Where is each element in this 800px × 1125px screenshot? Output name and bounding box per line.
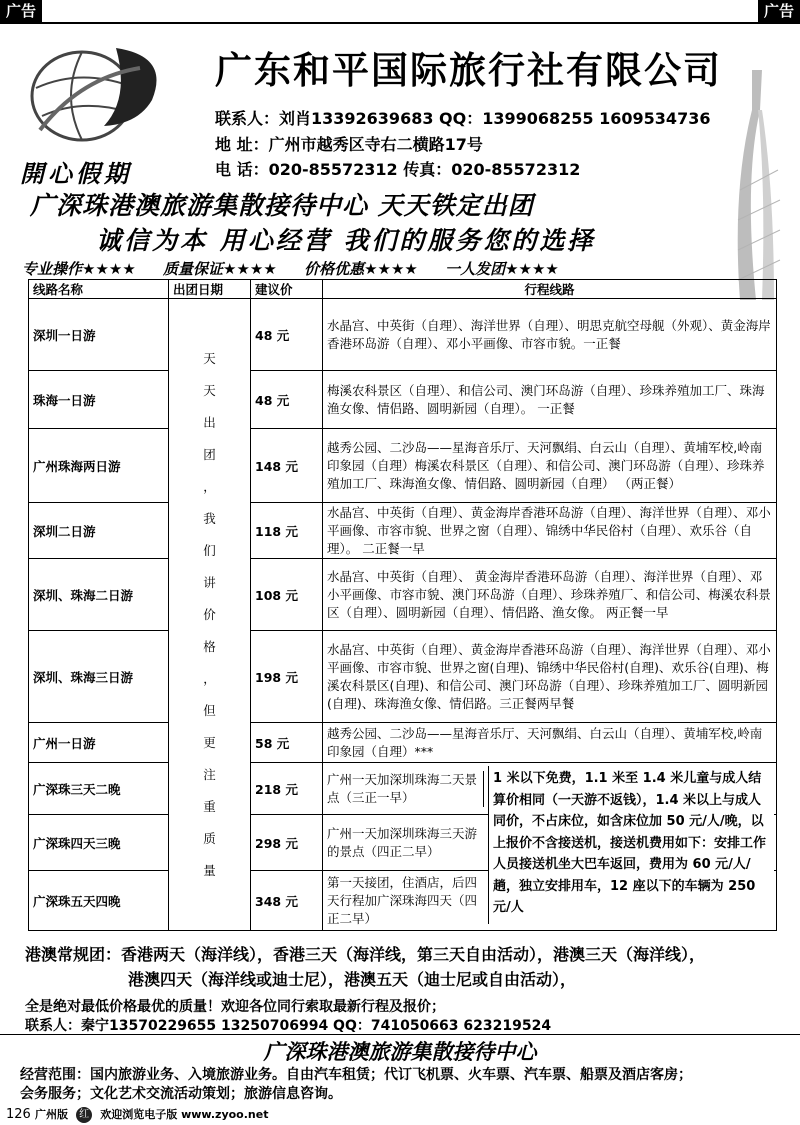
badge-quality: 质量保证★★★★ bbox=[163, 260, 277, 278]
route-name: 广州珠海两日游 bbox=[29, 429, 169, 503]
route-itinerary: 水晶宫、中英街（自理）、海洋世界（自理）、明思克航空母舰（外观）、黄金海岸香港环岛游（自理）、邓小平画像、市容市貌。一正餐 bbox=[323, 299, 777, 371]
table-row bbox=[29, 371, 777, 429]
route-itinerary: 梅溪农科景区（自理）、和信公司、澳门环岛游（自理）、珍珠养殖加工厂、珠海渔女像、情侣路、圆明新园（自理）。 一正餐 bbox=[323, 371, 777, 429]
contact-line: 联系人：刘肖13392639683 QQ：1399068255 1609534736 bbox=[215, 109, 711, 128]
daily-char: ， bbox=[203, 478, 216, 494]
table-row bbox=[29, 631, 777, 723]
route-price: 48 元 bbox=[251, 371, 323, 429]
badge-solo: 一人发团★★★★ bbox=[445, 260, 559, 278]
header-itinerary: 行程线路 bbox=[323, 280, 777, 299]
route-price: 118 元 bbox=[251, 503, 323, 559]
hk-macau-line-2: 港澳四天（海洋线或迪士尼），港澳五天（迪士尼或自由活动）， bbox=[128, 970, 577, 989]
publication-mark-icon: 红 bbox=[76, 1107, 92, 1123]
header-route-name: 线路名称 bbox=[29, 280, 169, 299]
company-name: 广东和平国际旅行社有限公司 bbox=[215, 49, 722, 92]
route-name: 广深珠五天四晚 bbox=[29, 871, 169, 931]
route-price: 218 元 bbox=[251, 763, 323, 815]
route-name: 深圳二日游 bbox=[29, 503, 169, 559]
daily-departure bbox=[169, 299, 251, 931]
table-row bbox=[29, 503, 777, 559]
route-itinerary: 水晶宫、中英街（自理）、黄金海岸香港环岛游（自理）、海洋世界（自理）、邓小平画像、市容市貌、世界之窗(自理)、锦绣中华民俗村(自理)、欢乐谷(自理)、梅溪农科景区(自理)、和信公司、澳门环岛游（自理）、珍珠养殖加工厂、圆明新园(自理)、珠海渔女像、情侣路。三正餐两早餐 bbox=[323, 631, 777, 723]
center-title: 广深珠港澳旅游集散接待中心 bbox=[263, 1040, 537, 1064]
header-departure: 出团日期 bbox=[169, 280, 251, 299]
table-row bbox=[29, 723, 777, 763]
route-name: 广州一日游 bbox=[29, 723, 169, 763]
route-price: 48 元 bbox=[251, 299, 323, 371]
route-price: 58 元 bbox=[251, 723, 323, 763]
daily-char: 质 bbox=[203, 830, 216, 846]
ad-tag-right: 广告 bbox=[758, 0, 800, 22]
route-name: 深圳、珠海二日游 bbox=[29, 559, 169, 631]
daily-char: 更 bbox=[203, 734, 216, 750]
route-itinerary: 广州一天加深圳珠海三天游的景点（四正二早） bbox=[327, 825, 478, 859]
price-promise: 全是绝对最低价格最优的质量！欢迎各位同行索取最新行程及报价； bbox=[25, 999, 445, 1015]
business-scope-line-2: 会务服务；文化艺术交流活动策划；旅游信息咨询。 bbox=[20, 1086, 342, 1102]
daily-char: 但 bbox=[203, 702, 216, 718]
company-logo bbox=[20, 38, 180, 188]
globe-icon bbox=[20, 38, 180, 148]
slogan-line-2: 诚信为本 用心经营 我们的服务您的选择 bbox=[96, 226, 596, 255]
route-itinerary: 水晶宫、中英街（自理）、 黄金海岸香港环岛游（自理）、海洋世界（自理）、邓小平画像、市容市貌、澳门环岛游（自理）、珍珠养殖厂、和信公司、梅溪农科景区（自理）、圆明新园（自理）、情侣路、渔女像。 两正餐一早 bbox=[323, 559, 777, 631]
address-line: 地 址：广州市越秀区寺右二横路17号 bbox=[215, 135, 483, 154]
daily-char: 重 bbox=[203, 798, 216, 814]
badge-price: 价格优惠★★★★ bbox=[304, 260, 418, 278]
daily-char: 价 bbox=[203, 606, 216, 622]
hk-macau-line-1: 港澳常规团：香港两天（海洋线），香港三天（海洋线，第三天自由活动），港澳三天（海洋线）， bbox=[25, 945, 706, 964]
route-itinerary: 广州一天加深圳珠海二天景点（三正一早） bbox=[323, 771, 484, 807]
daily-char: 讲 bbox=[203, 574, 216, 590]
route-name: 广深珠三天二晚 bbox=[29, 763, 169, 815]
canton-tower-icon bbox=[722, 70, 792, 300]
route-itinerary: 越秀公园、二沙岛——星海音乐厅、天河飘绢、白云山（自理）、黄埔军校,岭南印象园（自理）*** bbox=[323, 723, 777, 763]
route-name: 深圳一日游 bbox=[29, 299, 169, 371]
contact-line-2: 联系人：秦宁13570229655 13250706994 QQ：741050663 623219524 bbox=[25, 1018, 552, 1034]
daily-char: 天 bbox=[203, 382, 216, 398]
daily-char: 我 bbox=[203, 510, 216, 526]
route-price: 108 元 bbox=[251, 559, 323, 631]
business-scope-line-1: 经营范围：国内旅游业务、入境旅游业务。自由汽车租赁；代订飞机票、火车票、汽车票、船票及酒店客房； bbox=[20, 1067, 692, 1083]
route-price: 348 元 bbox=[251, 871, 323, 931]
top-divider bbox=[0, 22, 800, 24]
quality-badges bbox=[22, 258, 581, 279]
daily-char: 出 bbox=[203, 414, 216, 430]
route-itinerary: 第一天接团，住酒店，后四天行程加广深珠海四天（四正二早） bbox=[327, 874, 478, 926]
table-row bbox=[29, 429, 777, 503]
page-number: 126 bbox=[6, 1107, 31, 1122]
route-itinerary: 越秀公园、二沙岛——星海音乐厅、天河飘绢、白云山（自理）、黄埔军校,岭南印象园（自理）梅溪农科景区（自理）、和信公司、澳门环岛游（自理）、珍珠养殖加工厂、珠海渔女像、情侣路、圆明新园（自理） （两正餐） bbox=[323, 429, 777, 503]
daily-char: 们 bbox=[203, 542, 216, 558]
route-itinerary: 水晶宫、中英街（自理）、黄金海岸香港环岛游（自理）、海洋世界（自理）、邓小平画像、市容市貌、世界之窗（自理）、锦绣中华民俗村（自理）、欢乐谷（自理）。 二正餐一早 bbox=[323, 503, 777, 559]
daily-char: 量 bbox=[203, 862, 216, 878]
edition-label: 广州版 bbox=[34, 1108, 68, 1121]
route-price: 298 元 bbox=[251, 815, 323, 871]
daily-char: ， bbox=[203, 670, 216, 686]
child-price-note: 1 米以下免费，1.1 米至 1.4 米儿童与成人结算价相同（一天游不返钱），1.4 米以上与成人同价，不占床位，如含床位加 50 元/人/晚，以上报价不含接送机，接送机费用如下：安排工作人员接送机坐大巴车返回，费用为 60 元/人/趟，独立安排用车，12 座以下的车辆为 250 元/人 bbox=[488, 766, 774, 924]
route-name: 深圳、珠海三日游 bbox=[29, 631, 169, 723]
daily-char: 注 bbox=[203, 766, 216, 782]
badge-professional: 专业操作★★★★ bbox=[22, 260, 136, 278]
logo-text: 開心假期 bbox=[20, 160, 132, 188]
table-row bbox=[29, 299, 777, 371]
slogan-line-1: 广深珠港澳旅游集散接待中心 天天铁定出团 bbox=[30, 191, 534, 220]
table-row bbox=[29, 559, 777, 631]
page-footer bbox=[6, 1106, 268, 1123]
daily-char: 天 bbox=[203, 350, 216, 366]
route-name: 珠海一日游 bbox=[29, 371, 169, 429]
daily-char: 团 bbox=[203, 446, 216, 462]
ad-tag-left: 广告 bbox=[0, 0, 42, 22]
header-price: 建议价 bbox=[251, 280, 323, 299]
route-name: 广深珠四天三晚 bbox=[29, 815, 169, 871]
route-price: 198 元 bbox=[251, 631, 323, 723]
daily-char: 格 bbox=[203, 638, 216, 654]
footer-website: 欢迎浏览电子版 www.zyoo.net bbox=[100, 1108, 269, 1121]
center-divider bbox=[0, 1034, 800, 1035]
route-price: 148 元 bbox=[251, 429, 323, 503]
phone-line: 电 话：020-85572312 传真：020-85572312 bbox=[215, 160, 581, 179]
